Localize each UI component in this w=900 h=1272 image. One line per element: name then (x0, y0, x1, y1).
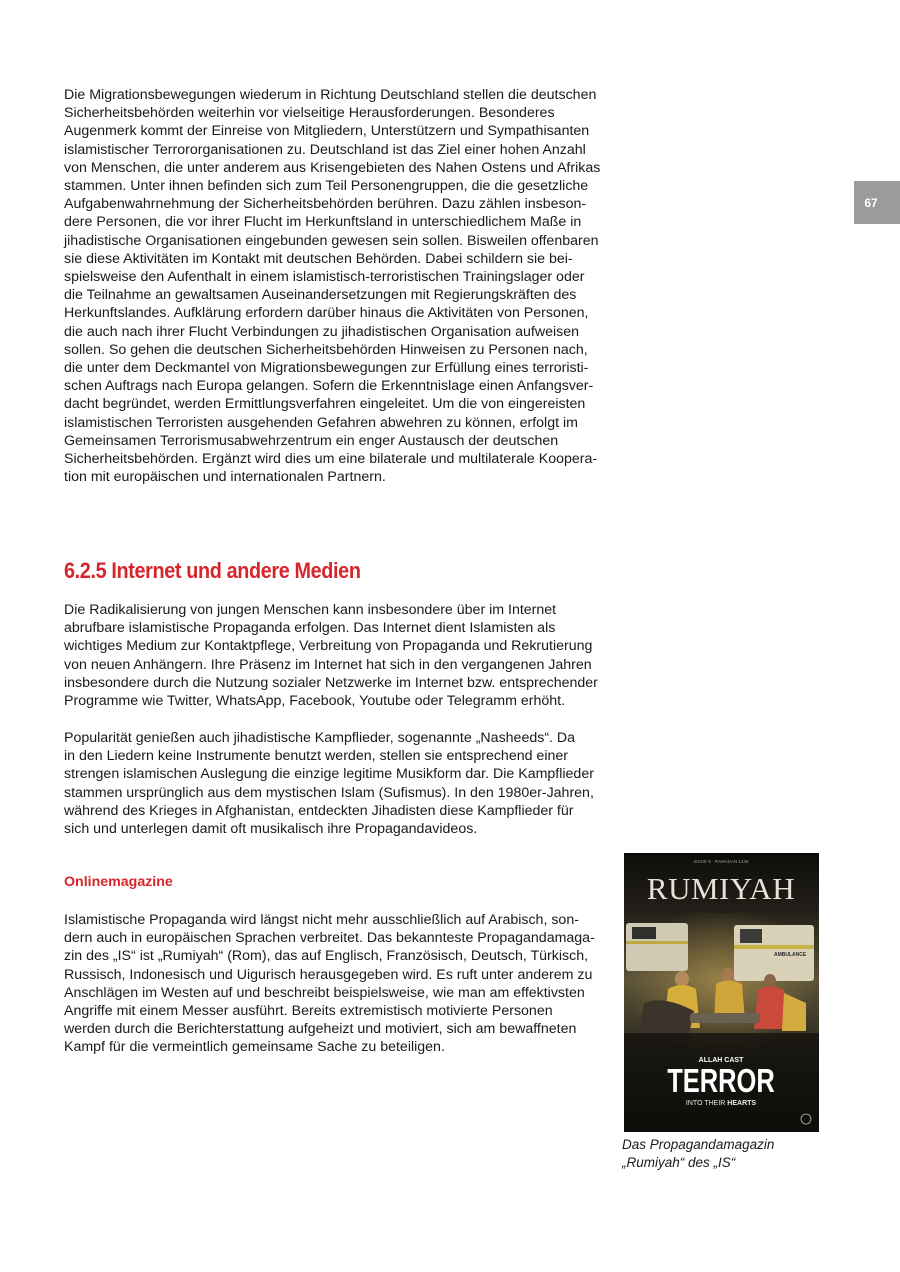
cover-line-sub (686, 1100, 756, 1107)
image-caption: Das Propagandamagazin „Rumiyah“ des „IS“ (622, 1137, 775, 1170)
vehicle-left-shape (626, 923, 688, 971)
cover-line-sub-bold: HEARTS (727, 1100, 757, 1107)
cover-line-big: TERROR (667, 1062, 775, 1100)
masthead: RUMIYAH (646, 871, 796, 906)
cover-line-small: ALLAH CAST (698, 1057, 744, 1064)
body-paragraph-magazines: Islamistische Propaganda wird längst nicht mehr ausschließlich auf Arabisch, son- dern auch in europäischen Sprachen verbreitet. Das bekannteste Propagandamaga- zin des „IS“ ist „Rumiyah“ (Rom), das auf Englisch, Französisch, Deutsch, Türkisch, Russisch, Indonesisch und Uigurisch herausgegeben wird. Es ruft unter anderem zu Anschlägen im Westen auf und beschreibt beispielsweise, wie man am effektivsten Angriffe mit einem Messer ausführt. Bereits extremistisch motivierte Personen werden durch die Berichterstattung aufgeheizt und motiviert, sich am bewaffneten Kampf für die vermeintlich gemeinsame Sache zu beteiligen. (64, 912, 595, 1056)
magazine-cover-image (624, 853, 819, 1132)
body-paragraph-migration: Die Migrationsbewegungen wiederum in Richtung Deutschland stellen die deutschen Sicherheitsbehörden weiterhin vor vielseitige Herausforderungen. Besonderes Augenmerk kommt der Einreise von Mitgliedern, Unterstützern und Sympathisanten islamistischer Terrororganisationen zu. Deutschland ist das Ziel einer hohen Anzahl von Menschen, die unter anderem aus Krisengebieten des Nahen Ostens und Afrikas stammen. Unter ihnen befinden sich zum Teil Personengruppen, die die gesetzliche Aufgabenwahrnehmung der Sicherheitsbehörden berühren. Dazu zählen insbeson- dere Personen, die vor ihrer Flucht im Herkunftsland in unterschiedlichem Maße in jihadistische Organisationen eingebunden gewesen sein sollen. Bisweilen offenbaren sie diese Aktivitäten im Kontakt mit deutschen Behörden. Dabei schildern sie bei- spielsweise den Aufenthalt in einem islamistisch-terroristischen Trainingslager oder die Teilnahme an gewaltsamen Auseinandersetzungen mit Regierungskräften des Herkunftslandes. Aufklärung erfordern darüber hinaus die Aktivitäten von Personen, die auch nach ihrer Flucht Verbindungen zu jihadistischen Organisation aufweisen sollen. So gehen die deutschen Sicherheitsbehörden Hinweisen zu Personen nach, die unter dem Deckmantel von Migrationsbewegungen zur Erfüllung eines terroristi- schen Auftrags nach Europa gelangen. Sofern die Erkenntnislage einen Anfangsver- dacht begründet, werden Ermittlungsverfahren eingeleitet. Um die von eingereisten islamistischen Terroristen ausgehenden Gefahren abwehren zu können, erfolgt im Gemeinsamen Terrorismusabwehrzentrum ein enger Austausch der deutschen Sicherheitsbehörden. Ergänzt wird dies um eine bilaterale und multilaterale Koopera- tion mit europäischen und internationalen Partnern. (64, 87, 601, 486)
cover-line-sub-prefix: INTO THEIR (685, 1100, 726, 1107)
ambulance-label: AMBULANCE (774, 952, 807, 958)
subheading-onlinemagazine: Onlinemagazine (64, 874, 173, 890)
page-number-tab (854, 181, 900, 224)
page-number: 67 (864, 195, 878, 210)
magazine-cover-illustration (624, 853, 819, 1132)
section-heading: 6.2.5 Internet und andere Medien (64, 558, 361, 583)
body-paragraph-internet: Die Radikalisierung von jungen Menschen kann insbesondere über im Internet abrufbare islamistische Propaganda erfolgen. Das Internet dient Islamisten als wichtiges Medium zur Kontaktpflege, Verbreitung von Propaganda und Rekrutierung von neuen Anhängern. Ihre Präsenz im Internet hat sich in den vergangenen Jahren insbesondere durch die Nutzung sozialer Netzwerke im Internet bzw. entsprechender Programme wie Twitter, WhatsApp, Facebook, Youtube oder Telegramm erhöht. (64, 602, 598, 710)
ambulance-shape (734, 925, 814, 981)
body-paragraph-nasheeds: Popularität genießen auch jihadistische Kampflieder, sogenannte „Nasheeds“. Da in den Liedern keine Instrumente benutzt werden, stellen sie entsprechend einer strengen islamischen Auslegung die einzige legitime Musikform dar. Die Kampflieder stammen ursprünglich aus dem mystischen Islam (Sufismus). In den 1980er-Jahren, während des Krieges in Afghanistan, entdeckten Jihadisten diese Kampflieder für sich und unterlegen damit oft musikalisch ihre Propagandavideos. (64, 730, 594, 838)
issue-line: ISSUE 8 · RAMADAN 1438 (693, 859, 749, 864)
